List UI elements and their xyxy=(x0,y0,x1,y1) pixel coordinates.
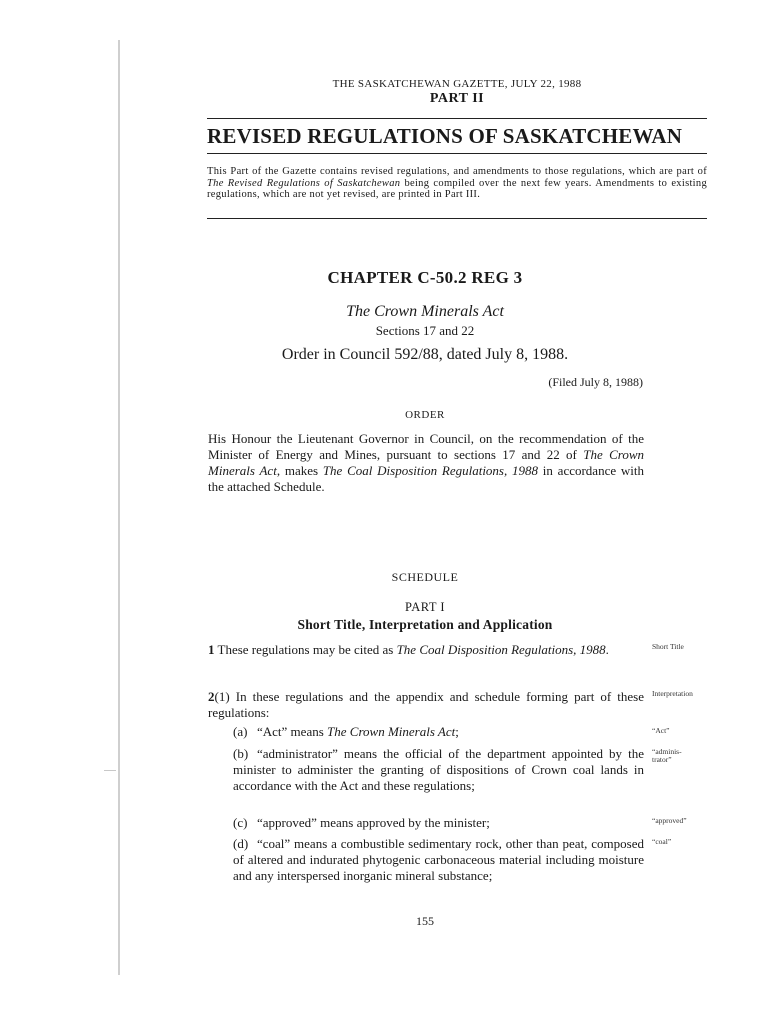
intro-paragraph: This Part of the Gazette contains revised regulations, and amendments to those regulations, which are part of The Revised Regulations of Saskatchewan being compiled over the next few years. Amendments to existing regulations, which are not yet revised, are printed in Part III. xyxy=(207,166,707,200)
definition-d: (d) “coal” means a combustible sedimentary rock, other than peat, composed of altered and indurated phytogenic carbonaceous material including moisture and any interspersed inorganic mineral substance; xyxy=(233,836,644,883)
margin-note-administrator: “adminis-trator” xyxy=(652,747,682,764)
margin-note-coal: “coal” xyxy=(652,837,672,846)
filed-date: (Filed July 8, 1988) xyxy=(548,375,643,389)
section-1: 1 These regulations may be cited as The Coal Disposition Regulations, 1988. xyxy=(208,642,609,657)
gazette-header: THE SASKATCHEWAN GAZETTE, JULY 22, 1988 xyxy=(332,78,582,90)
order-paragraph: His Honour the Lieutenant Governor in Council, on the recommendation of the Minister of Energy and Mines, pursuant to sections 17 and 22 of The Crown Minerals Act, makes The Coal Disposition Regulations, 1988 in accordance with the attached Schedule. xyxy=(208,431,645,494)
chapter-title: CHAPTER C-50.2 REG 3 xyxy=(327,268,523,287)
margin-note-interpretation: Interpretation xyxy=(652,689,693,698)
part-heading: PART I xyxy=(404,600,446,614)
definition-c: (c) “approved” means approved by the minister; xyxy=(233,815,490,830)
divider xyxy=(207,118,707,119)
part-label: PART II xyxy=(429,91,485,106)
section-2: 2(1) In these regulations and the appendix and schedule forming part of these regulations: xyxy=(208,689,644,720)
order-in-council: Order in Council 592/88, dated July 8, 1988. xyxy=(281,346,569,363)
divider xyxy=(207,153,707,154)
definition-b: (b) “administrator” means the official of the department appointed by the minister to administer the granting of dispositions of Crown coal lands in accordance with the Act and these regulations; xyxy=(233,746,644,793)
part-subheading: Short Title, Interpretation and Application xyxy=(297,617,553,632)
margin-note-act: “Act” xyxy=(652,726,670,735)
page-number: 155 xyxy=(416,914,434,928)
sections-reference: Sections 17 and 22 xyxy=(375,323,475,338)
definition-a: (a) “Act” means The Crown Minerals Act; xyxy=(233,724,459,739)
revised-regulations-title: REVISED REGULATIONS OF SASKATCHEWAN xyxy=(207,124,683,148)
margin-note-approved: “approved” xyxy=(652,816,687,825)
schedule-heading: SCHEDULE xyxy=(391,570,459,584)
order-heading: ORDER xyxy=(405,409,445,421)
margin-note-short-title: Short Title xyxy=(652,642,684,651)
act-name: The Crown Minerals Act xyxy=(346,303,504,320)
divider xyxy=(207,218,707,219)
